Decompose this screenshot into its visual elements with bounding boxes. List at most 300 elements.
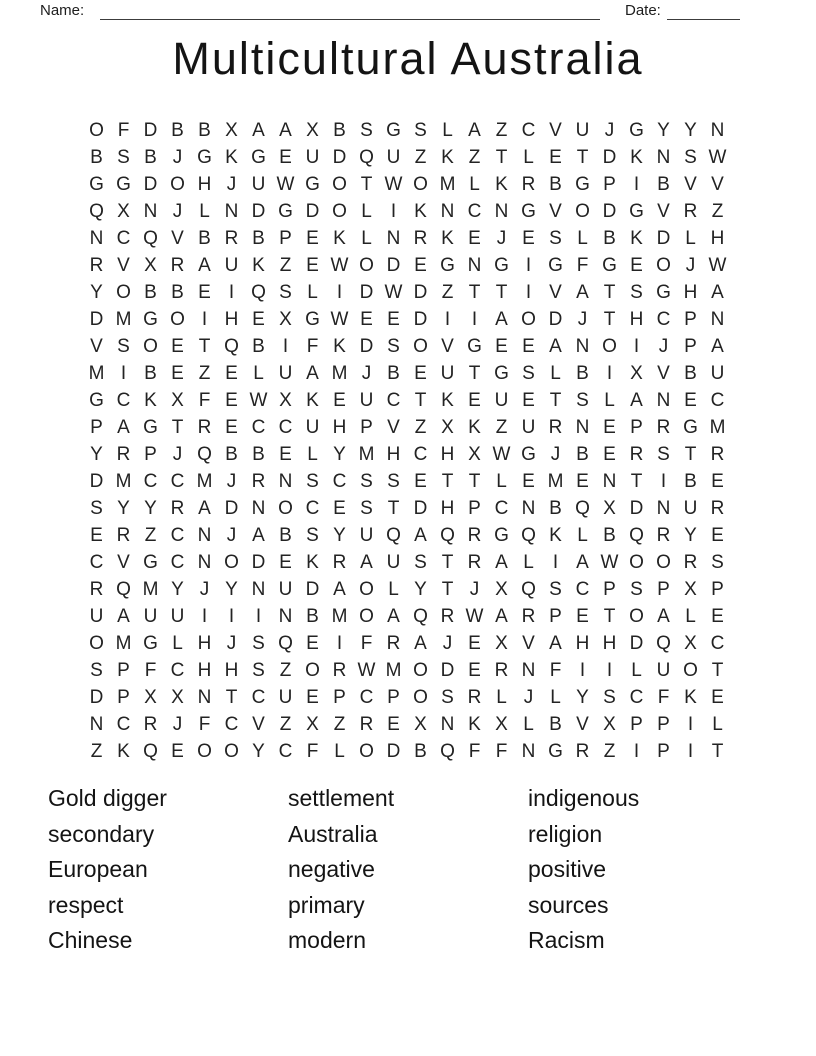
grid-cell-r22c2: P bbox=[117, 686, 130, 708]
grid-cell-r23c24: L bbox=[712, 713, 723, 735]
grid-cell-r20c11: F bbox=[360, 632, 373, 654]
grid-cell-r23c10: Z bbox=[333, 713, 346, 735]
grid-cell-r16c1: E bbox=[90, 524, 103, 546]
grid-cell-r4c22: V bbox=[657, 200, 670, 222]
grid-cell-r14c8: N bbox=[278, 470, 293, 492]
grid-cell-r10c5: Z bbox=[198, 362, 211, 384]
grid-cell-r13c13: C bbox=[413, 443, 428, 465]
grid-cell-r20c4: L bbox=[172, 632, 183, 654]
grid-cell-r13c8: E bbox=[279, 443, 292, 465]
grid-cell-r22c12: P bbox=[387, 686, 400, 708]
grid-cell-r17c19: A bbox=[576, 551, 589, 573]
grid-cell-r15c5: A bbox=[198, 497, 211, 519]
grid-cell-r24c3: Q bbox=[143, 740, 158, 762]
grid-cell-r22c19: Y bbox=[576, 686, 589, 708]
grid-cell-r4c6: N bbox=[224, 200, 239, 222]
grid-cell-r15c23: U bbox=[683, 497, 698, 519]
grid-cell-r17c9: K bbox=[306, 551, 319, 573]
grid-cell-r7c4: B bbox=[171, 281, 184, 303]
grid-cell-r21c3: F bbox=[144, 659, 157, 681]
grid-cell-r6c10: W bbox=[330, 254, 349, 276]
grid-cell-r16c11: U bbox=[359, 524, 374, 546]
grid-cell-r17c4: C bbox=[170, 551, 185, 573]
grid-cell-r18c16: X bbox=[495, 578, 508, 600]
grid-cell-r3c21: I bbox=[633, 173, 640, 195]
grid-cell-r8c8: X bbox=[279, 308, 292, 330]
grid-cell-r7c1: Y bbox=[90, 281, 103, 303]
grid-cell-r8c21: H bbox=[629, 308, 644, 330]
grid-cell-r15c24: R bbox=[710, 497, 725, 519]
grid-cell-r3c22: B bbox=[657, 173, 670, 195]
grid-cell-r10c8: U bbox=[278, 362, 293, 384]
grid-cell-r2c12: U bbox=[386, 146, 401, 168]
grid-cell-r5c15: E bbox=[468, 227, 481, 249]
grid-cell-r5c9: E bbox=[306, 227, 319, 249]
grid-cell-r5c17: E bbox=[522, 227, 535, 249]
grid-cell-r21c1: S bbox=[90, 659, 103, 681]
grid-cell-r22c9: E bbox=[306, 686, 319, 708]
grid-cell-r1c16: Z bbox=[495, 119, 508, 141]
grid-cell-r6c8: Z bbox=[279, 254, 292, 276]
grid-cell-r14c19: E bbox=[576, 470, 589, 492]
grid-cell-r21c14: D bbox=[440, 659, 455, 681]
grid-cell-r10c11: J bbox=[361, 362, 372, 384]
grid-cell-r19c18: P bbox=[549, 605, 562, 627]
grid-cell-r12c18: R bbox=[548, 416, 563, 438]
grid-cell-r22c8: U bbox=[278, 686, 293, 708]
grid-cell-r21c21: L bbox=[631, 659, 642, 681]
grid-cell-r20c17: V bbox=[522, 632, 535, 654]
grid-cell-r13c18: J bbox=[550, 443, 561, 465]
grid-cell-r22c21: C bbox=[629, 686, 644, 708]
grid-cell-r4c20: D bbox=[602, 200, 617, 222]
grid-cell-r6c14: G bbox=[440, 254, 455, 276]
grid-cell-r13c6: B bbox=[225, 443, 238, 465]
grid-cell-r5c22: D bbox=[656, 227, 671, 249]
grid-cell-r17c17: L bbox=[523, 551, 534, 573]
grid-cell-r18c9: D bbox=[305, 578, 320, 600]
grid-cell-r11c8: X bbox=[279, 389, 292, 411]
grid-cell-r15c12: T bbox=[387, 497, 400, 519]
grid-cell-r11c5: F bbox=[198, 389, 211, 411]
grid-cell-r12c11: P bbox=[360, 416, 373, 438]
grid-cell-r4c12: I bbox=[390, 200, 397, 222]
grid-cell-r9c3: O bbox=[143, 335, 158, 357]
grid-cell-r6c4: R bbox=[170, 254, 185, 276]
grid-cell-r9c10: K bbox=[333, 335, 346, 357]
grid-cell-r12c20: E bbox=[603, 416, 616, 438]
grid-cell-r20c8: Q bbox=[278, 632, 293, 654]
word-item: Chinese bbox=[48, 927, 133, 953]
grid-cell-r1c15: A bbox=[468, 119, 481, 141]
grid-cell-r7c18: V bbox=[549, 281, 562, 303]
grid-cell-r1c2: F bbox=[117, 119, 130, 141]
grid-cell-r8c15: I bbox=[471, 308, 478, 330]
grid-cell-r12c17: U bbox=[521, 416, 536, 438]
grid-cell-r17c24: S bbox=[711, 551, 724, 573]
grid-cell-r15c4: R bbox=[170, 497, 185, 519]
word-list bbox=[48, 781, 768, 959]
grid-cell-r5c3: Q bbox=[143, 227, 158, 249]
grid-cell-r3c5: H bbox=[197, 173, 212, 195]
grid-cell-r4c23: R bbox=[683, 200, 698, 222]
grid-cell-r1c11: S bbox=[360, 119, 373, 141]
grid-cell-r21c5: H bbox=[197, 659, 212, 681]
grid-cell-r2c4: J bbox=[172, 146, 183, 168]
grid-cell-r2c1: B bbox=[90, 146, 103, 168]
grid-cell-r16c6: J bbox=[226, 524, 237, 546]
grid-cell-r14c6: J bbox=[226, 470, 237, 492]
grid-cell-r14c22: I bbox=[660, 470, 667, 492]
grid-cell-r16c14: Q bbox=[440, 524, 455, 546]
grid-cell-r5c12: N bbox=[386, 227, 401, 249]
grid-cell-r13c24: R bbox=[710, 443, 725, 465]
grid-cell-r13c21: R bbox=[629, 443, 644, 465]
grid-cell-r18c10: A bbox=[333, 578, 346, 600]
grid-cell-r13c1: Y bbox=[90, 443, 103, 465]
grid-cell-r6c22: O bbox=[656, 254, 671, 276]
grid-cell-r8c12: E bbox=[387, 308, 400, 330]
grid-cell-r3c20: P bbox=[603, 173, 616, 195]
grid-cell-r24c7: Y bbox=[252, 740, 265, 762]
grid-cell-r9c19: N bbox=[575, 335, 590, 357]
grid-cell-r12c8: C bbox=[278, 416, 293, 438]
grid-cell-r12c21: P bbox=[630, 416, 643, 438]
word-item: secondary bbox=[48, 820, 155, 847]
grid-cell-r2c5: G bbox=[197, 146, 212, 168]
grid-cell-r20c3: G bbox=[143, 632, 158, 654]
grid-cell-r22c1: D bbox=[89, 686, 104, 708]
grid-cell-r1c1: O bbox=[89, 119, 104, 141]
grid-cell-r11c18: T bbox=[549, 389, 562, 411]
grid-cell-r19c13: Q bbox=[413, 605, 428, 627]
grid-cell-r17c20: W bbox=[600, 551, 619, 573]
grid-cell-r11c15: E bbox=[468, 389, 481, 411]
grid-cell-r5c19: L bbox=[577, 227, 588, 249]
grid-cell-r18c13: Y bbox=[414, 578, 427, 600]
grid-cell-r6c7: K bbox=[252, 254, 265, 276]
date-fill-line bbox=[667, 19, 740, 20]
grid-cell-r16c21: Q bbox=[629, 524, 644, 546]
grid-cell-r24c19: R bbox=[575, 740, 590, 762]
grid-cell-r10c4: E bbox=[171, 362, 184, 384]
grid-cell-r15c14: H bbox=[440, 497, 455, 519]
grid-cell-r5c20: B bbox=[603, 227, 616, 249]
grid-cell-r1c22: Y bbox=[657, 119, 670, 141]
grid-cell-r13c12: H bbox=[386, 443, 401, 465]
grid-cell-r10c13: E bbox=[414, 362, 427, 384]
grid-cell-r11c3: K bbox=[144, 389, 157, 411]
grid-cell-r15c2: Y bbox=[117, 497, 130, 519]
grid-cell-r23c13: X bbox=[414, 713, 427, 735]
grid-cell-r9c24: A bbox=[711, 335, 724, 357]
grid-cell-r7c16: T bbox=[495, 281, 508, 303]
grid-cell-r7c13: D bbox=[413, 281, 428, 303]
grid-cell-r1c21: G bbox=[629, 119, 644, 141]
word-item: settlement bbox=[288, 785, 395, 811]
word-item: respect bbox=[48, 891, 124, 918]
grid-cell-r21c8: Z bbox=[279, 659, 292, 681]
grid-cell-r16c16: G bbox=[494, 524, 509, 546]
grid-cell-r5c4: V bbox=[171, 227, 184, 249]
grid-cell-r21c19: I bbox=[579, 659, 586, 681]
grid-cell-r12c6: E bbox=[225, 416, 238, 438]
grid-cell-r6c3: X bbox=[144, 254, 157, 276]
grid-cell-r14c16: L bbox=[496, 470, 507, 492]
grid-cell-r5c5: B bbox=[198, 227, 211, 249]
grid-cell-r5c8: P bbox=[279, 227, 292, 249]
grid-cell-r14c7: R bbox=[251, 470, 266, 492]
grid-cell-r15c17: N bbox=[521, 497, 536, 519]
grid-cell-r4c24: Z bbox=[711, 200, 724, 222]
grid-cell-r15c3: Y bbox=[144, 497, 157, 519]
grid-cell-r24c11: O bbox=[359, 740, 374, 762]
grid-cell-r21c16: R bbox=[494, 659, 509, 681]
grid-cell-r11c12: C bbox=[386, 389, 401, 411]
grid-cell-r12c13: Z bbox=[414, 416, 427, 438]
grid-cell-r3c10: O bbox=[332, 173, 347, 195]
grid-cell-r3c15: L bbox=[469, 173, 480, 195]
grid-cell-r7c11: D bbox=[359, 281, 374, 303]
grid-cell-r9c6: Q bbox=[224, 335, 239, 357]
grid-cell-r5c14: K bbox=[441, 227, 454, 249]
grid-cell-r5c18: S bbox=[549, 227, 562, 249]
grid-cell-r10c24: U bbox=[710, 362, 725, 384]
grid-cell-r10c15: T bbox=[468, 362, 481, 384]
grid-cell-r20c24: C bbox=[710, 632, 725, 654]
word-item: positive bbox=[528, 856, 606, 882]
grid-cell-r19c14: R bbox=[440, 605, 455, 627]
grid-cell-r20c14: J bbox=[442, 632, 453, 654]
grid-cell-r17c2: V bbox=[117, 551, 130, 573]
grid-cell-r3c18: B bbox=[549, 173, 562, 195]
grid-cell-r17c8: E bbox=[279, 551, 292, 573]
grid-cell-r23c9: X bbox=[306, 713, 319, 735]
grid-cell-r16c3: Z bbox=[144, 524, 157, 546]
grid-cell-r5c2: C bbox=[116, 227, 131, 249]
grid-cell-r10c9: A bbox=[306, 362, 319, 384]
grid-cell-r8c6: H bbox=[224, 308, 239, 330]
grid-cell-r12c24: M bbox=[709, 416, 726, 438]
grid-cell-r9c21: I bbox=[633, 335, 640, 357]
grid-cell-r13c2: R bbox=[116, 443, 131, 465]
word-item: negative bbox=[288, 856, 375, 882]
grid-cell-r19c8: N bbox=[278, 605, 293, 627]
grid-cell-r4c3: N bbox=[143, 200, 158, 222]
grid-cell-r16c24: E bbox=[711, 524, 724, 546]
name-fill-line bbox=[100, 19, 600, 20]
grid-cell-r8c16: A bbox=[495, 308, 508, 330]
grid-cell-r21c6: H bbox=[224, 659, 239, 681]
grid-cell-r24c16: F bbox=[495, 740, 508, 762]
grid-cell-r24c15: F bbox=[468, 740, 481, 762]
grid-cell-r10c20: I bbox=[606, 362, 613, 384]
grid-cell-r19c19: E bbox=[576, 605, 589, 627]
grid-cell-r2c11: Q bbox=[359, 146, 374, 168]
grid-cell-r24c23: I bbox=[687, 740, 694, 762]
grid-cell-r9c23: P bbox=[684, 335, 697, 357]
grid-cell-r2c10: D bbox=[332, 146, 347, 168]
grid-cell-r19c6: I bbox=[228, 605, 235, 627]
grid-cell-r23c11: R bbox=[359, 713, 374, 735]
grid-cell-r9c5: T bbox=[198, 335, 211, 357]
grid-cell-r19c10: M bbox=[331, 605, 348, 627]
grid-cell-r6c9: E bbox=[306, 254, 319, 276]
grid-cell-r8c19: J bbox=[577, 308, 588, 330]
grid-cell-r22c24: E bbox=[711, 686, 724, 708]
grid-cell-r11c2: C bbox=[116, 389, 131, 411]
word-list-column-1 bbox=[48, 781, 288, 959]
grid-cell-r3c9: G bbox=[305, 173, 320, 195]
grid-cell-r9c13: O bbox=[413, 335, 428, 357]
grid-cell-r10c16: G bbox=[494, 362, 509, 384]
grid-cell-r14c18: M bbox=[547, 470, 564, 492]
grid-cell-r8c4: O bbox=[170, 308, 185, 330]
grid-cell-r6c12: D bbox=[386, 254, 401, 276]
grid-cell-r4c4: J bbox=[172, 200, 183, 222]
grid-cell-r5c23: L bbox=[685, 227, 696, 249]
grid-cell-r6c20: G bbox=[602, 254, 617, 276]
grid-cell-r2c13: Z bbox=[414, 146, 427, 168]
grid-cell-r8c24: N bbox=[710, 308, 725, 330]
grid-cell-r6c17: I bbox=[525, 254, 532, 276]
grid-cell-r18c20: P bbox=[603, 578, 616, 600]
grid-cell-r4c8: G bbox=[278, 200, 293, 222]
grid-cell-r8c17: O bbox=[521, 308, 536, 330]
grid-cell-r8c7: E bbox=[252, 308, 265, 330]
grid-cell-r23c12: E bbox=[387, 713, 400, 735]
grid-cell-r9c2: S bbox=[117, 335, 130, 357]
grid-cell-r24c8: C bbox=[278, 740, 293, 762]
grid-cell-r2c18: E bbox=[549, 146, 562, 168]
grid-cell-r10c12: B bbox=[387, 362, 400, 384]
grid-cell-r19c1: U bbox=[89, 605, 104, 627]
grid-cell-r12c23: G bbox=[683, 416, 698, 438]
grid-cell-r12c14: X bbox=[441, 416, 454, 438]
grid-cell-r19c22: A bbox=[657, 605, 670, 627]
grid-cell-r22c22: F bbox=[657, 686, 670, 708]
grid-cell-r20c16: X bbox=[495, 632, 508, 654]
grid-cell-r6c15: N bbox=[467, 254, 482, 276]
grid-cell-r21c15: E bbox=[468, 659, 481, 681]
grid-cell-r4c17: G bbox=[521, 200, 536, 222]
word-item: indigenous bbox=[528, 785, 640, 811]
grid-cell-r24c10: L bbox=[334, 740, 345, 762]
puzzle-title: Multicultural Australia bbox=[172, 33, 644, 84]
grid-cell-r12c5: R bbox=[197, 416, 212, 438]
grid-cell-r19c12: A bbox=[387, 605, 400, 627]
grid-cell-r13c3: P bbox=[144, 443, 157, 465]
grid-cell-r11c17: E bbox=[522, 389, 535, 411]
grid-cell-r24c17: N bbox=[521, 740, 536, 762]
grid-cell-r4c15: C bbox=[467, 200, 482, 222]
grid-cell-r15c9: C bbox=[305, 497, 320, 519]
grid-cell-r20c22: Q bbox=[656, 632, 671, 654]
grid-cell-r3c13: O bbox=[413, 173, 428, 195]
grid-cell-r21c12: M bbox=[385, 659, 402, 681]
grid-cell-r1c17: C bbox=[521, 119, 536, 141]
grid-cell-r7c24: A bbox=[711, 281, 724, 303]
grid-cell-r7c22: G bbox=[656, 281, 671, 303]
grid-cell-r22c10: P bbox=[333, 686, 346, 708]
grid-cell-r2c21: K bbox=[630, 146, 643, 168]
grid-cell-r7c21: S bbox=[630, 281, 643, 303]
grid-cell-r19c20: T bbox=[603, 605, 616, 627]
word-list-column-3 bbox=[528, 781, 768, 959]
grid-cell-r10c19: B bbox=[576, 362, 589, 384]
word-item: European bbox=[48, 856, 148, 882]
grid-cell-r15c10: E bbox=[333, 497, 346, 519]
grid-cell-r2c20: D bbox=[602, 146, 617, 168]
grid-cell-r18c6: Y bbox=[225, 578, 238, 600]
grid-cell-r13c15: X bbox=[468, 443, 481, 465]
grid-cell-r19c11: O bbox=[359, 605, 374, 627]
grid-cell-r13c9: L bbox=[307, 443, 318, 465]
grid-cell-r11c4: X bbox=[171, 389, 184, 411]
grid-cell-r16c4: C bbox=[170, 524, 185, 546]
grid-cell-r8c23: P bbox=[684, 308, 697, 330]
grid-cell-r20c10: I bbox=[336, 632, 343, 654]
grid-cell-r19c9: B bbox=[306, 605, 319, 627]
grid-cell-r4c18: V bbox=[549, 200, 562, 222]
grid-cell-r6c6: U bbox=[224, 254, 239, 276]
grid-cell-r14c23: B bbox=[684, 470, 697, 492]
grid-cell-r19c15: W bbox=[465, 605, 484, 627]
grid-cell-r14c12: S bbox=[387, 470, 400, 492]
grid-cell-r9c12: S bbox=[387, 335, 400, 357]
grid-cell-r17c22: O bbox=[656, 551, 671, 573]
grid-cell-r10c10: M bbox=[331, 362, 348, 384]
grid-cell-r18c3: M bbox=[142, 578, 159, 600]
grid-cell-r14c9: S bbox=[306, 470, 319, 492]
grid-cell-r14c11: S bbox=[360, 470, 373, 492]
grid-cell-r20c15: E bbox=[468, 632, 481, 654]
word-item: Gold digger bbox=[48, 785, 167, 811]
grid-cell-r8c20: T bbox=[603, 308, 616, 330]
grid-cell-r4c21: G bbox=[629, 200, 644, 222]
grid-cell-r12c22: R bbox=[656, 416, 671, 438]
word-item: religion bbox=[528, 820, 603, 847]
grid-cell-r22c16: L bbox=[496, 686, 507, 708]
grid-cell-r4c19: O bbox=[575, 200, 590, 222]
grid-cell-r10c14: U bbox=[440, 362, 455, 384]
grid-cell-r21c13: O bbox=[413, 659, 428, 681]
grid-cell-r4c14: N bbox=[440, 200, 455, 222]
grid-cell-r17c6: O bbox=[224, 551, 239, 573]
grid-cell-r24c20: Z bbox=[603, 740, 616, 762]
grid-cell-r9c22: J bbox=[658, 335, 669, 357]
grid-cell-r16c23: Y bbox=[684, 524, 697, 546]
grid-cell-r16c2: R bbox=[116, 524, 131, 546]
grid-cell-r23c7: V bbox=[252, 713, 265, 735]
grid-cell-r15c6: D bbox=[224, 497, 239, 519]
grid-cell-r10c7: L bbox=[253, 362, 264, 384]
grid-cell-r23c6: C bbox=[224, 713, 239, 735]
grid-cell-r10c2: I bbox=[120, 362, 127, 384]
grid-cell-r18c12: L bbox=[388, 578, 399, 600]
grid-cell-r4c10: O bbox=[332, 200, 347, 222]
grid-cell-r3c19: G bbox=[575, 173, 590, 195]
name-label: Name: bbox=[40, 2, 85, 19]
grid-cell-r2c15: Z bbox=[468, 146, 481, 168]
grid-cell-r24c22: P bbox=[657, 740, 670, 762]
grid-cell-r12c9: U bbox=[305, 416, 320, 438]
grid-cell-r2c3: B bbox=[144, 146, 157, 168]
grid-cell-r8c2: M bbox=[115, 308, 132, 330]
grid-cell-r4c5: L bbox=[199, 200, 210, 222]
grid-cell-r10c3: B bbox=[144, 362, 157, 384]
grid-cell-r24c21: I bbox=[633, 740, 640, 762]
